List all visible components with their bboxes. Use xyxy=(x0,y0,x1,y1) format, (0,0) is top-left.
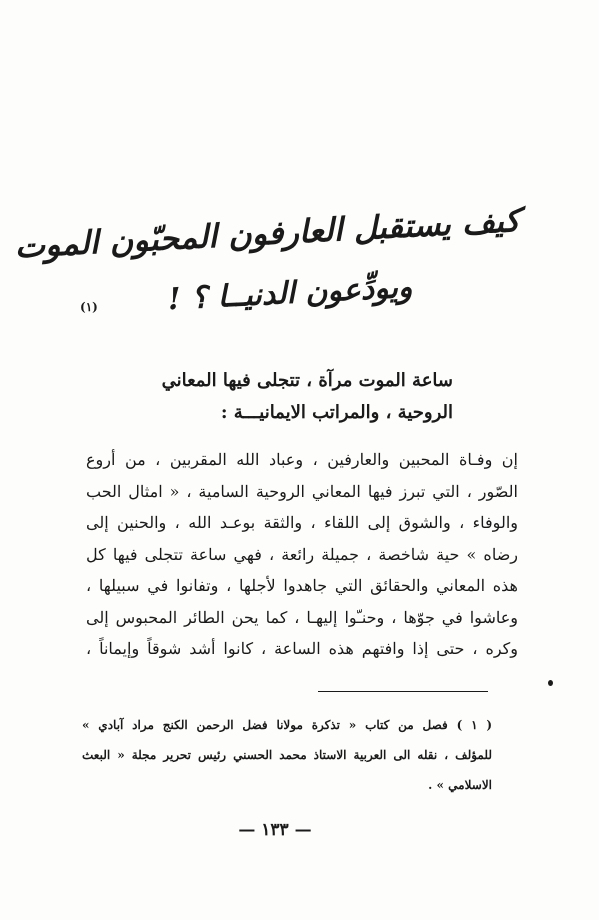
body-line: وكره ، حتى إذا وافتهم هذه الساعة ، كانوا أشد شوقاً وإيماناً ، xyxy=(86,639,518,658)
footnote-line: ( ١ ) فصل من كتاب « تذكرة مولانا فضل الرحمن الكنج مراد آبادي » xyxy=(82,718,492,732)
footnote xyxy=(82,710,492,800)
page-number: — ١٣٣ — xyxy=(238,820,312,840)
body-line: هذه المعاني والحقائق التي جاهدوا لأجلها ، وتفانوا في سبيلها ، xyxy=(86,576,518,595)
body-line: الصّور ، التي تبرز فيها المعاني الروحية السامية ، « امثال الحب xyxy=(86,481,518,501)
body-paragraph xyxy=(86,444,518,665)
subheading-line-1: ساعة الموت مرآة ، تتجلى فيها المعاني xyxy=(161,370,453,391)
body-line: والوفاء ، والشوق إلى اللقاء ، والثقة بوعـد الله ، والحنين إلى xyxy=(86,513,518,532)
subheading-line-2: الروحية ، والمراتب الايمانيـــة : xyxy=(220,402,453,423)
body-line: إن وفـاة المحبين والعارفين ، وعباد الله المقربين ، من أروع xyxy=(86,450,518,469)
chapter-title-line-1: كيف يستقبل العارفون المحبّون الموت xyxy=(13,201,521,266)
chapter-title-line-2: ويودِّعون الدنيــا ؟ ! xyxy=(166,269,414,318)
body-line: رضاه » حية شاخصة ، جميلة رائعة ، فهي ساعة تتجلى فيها كل xyxy=(86,544,518,564)
body-line: وعاشوا في جوّها ، وحنـّوا إليهـا ، كما يحن الطائر المحبوس إلى xyxy=(86,607,518,627)
footnote-separator xyxy=(318,691,488,692)
footnote-reference: (١) xyxy=(80,300,98,314)
ink-mark xyxy=(548,680,553,686)
footnote-line: للمؤلف ، نقله الى العربية الاستاذ محمد الحسني رئيس تحرير مجلة « البعث xyxy=(82,748,492,762)
footnote-line: الاسلامي » . xyxy=(428,778,492,792)
